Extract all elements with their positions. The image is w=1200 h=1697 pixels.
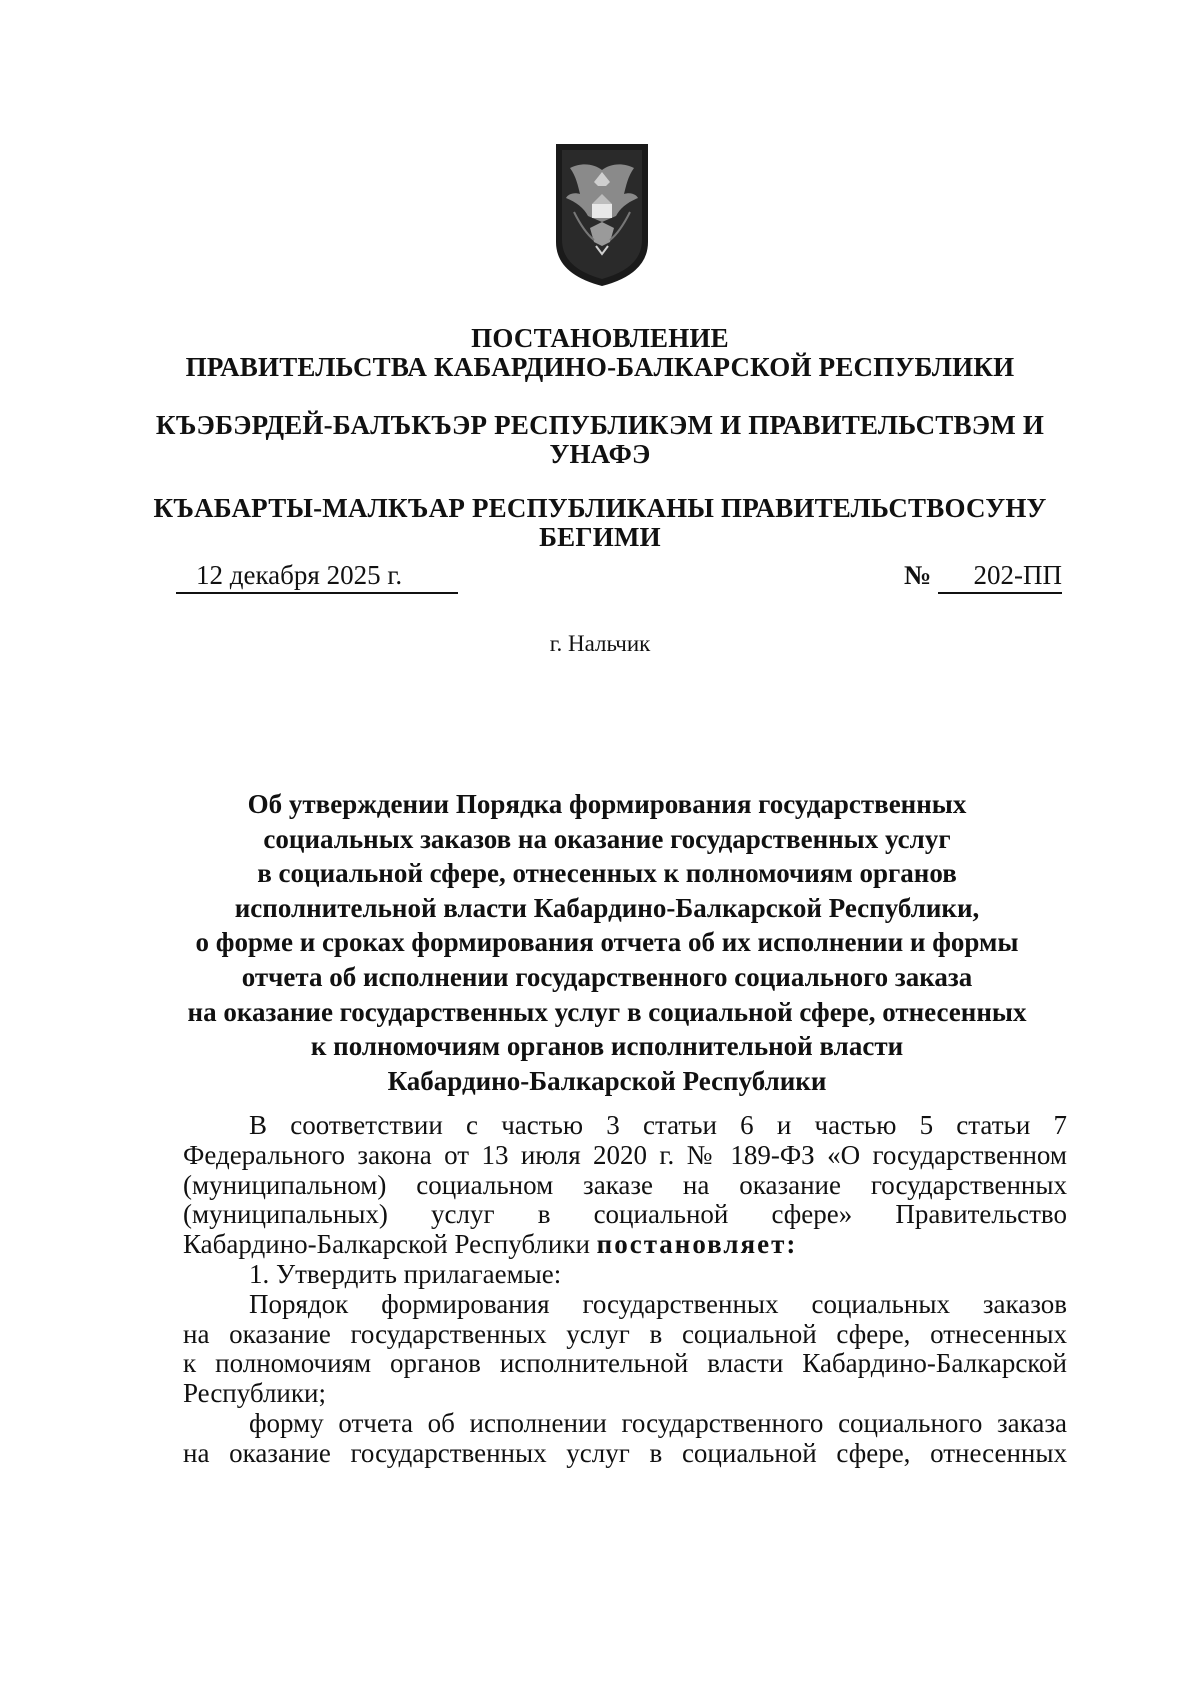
document-city: г. Нальчик <box>549 631 651 656</box>
coat-of-arms-icon <box>554 142 650 288</box>
title-line: Кабардино-Балкарской Республики <box>387 1065 827 1096</box>
body-line: на оказание государственных услуг в социальной сфере, отнесенных <box>183 1437 1067 1468</box>
document-header-kbd <box>150 411 1050 469</box>
body-line: (муниципальном) социальном заказе на оказание государственных <box>183 1169 1067 1200</box>
body-line <box>183 1230 1067 1260</box>
number-sign: № <box>904 560 932 590</box>
body-line: форму отчета об исполнении государственного социального заказа <box>249 1407 1067 1438</box>
body-line: Федерального закона от 13 июля 2020 г. № 189-ФЗ «О государственном <box>183 1139 1067 1170</box>
issuer-krc-line: БЕГИМИ <box>539 522 661 552</box>
decree-word: постановляет: <box>596 1229 798 1260</box>
document-body <box>183 1111 1067 1469</box>
title-line: на оказание государственных услуг в социальной сфере, отнесенных <box>187 996 1027 1027</box>
issuer-kbd-line: УНАФЭ <box>549 439 651 469</box>
coat-of-arms-emblem <box>554 142 650 288</box>
body-line: на оказание государственных услуг в социальной сфере, отнесенных <box>183 1318 1067 1349</box>
document-title <box>150 787 1064 1098</box>
document-type: ПОСТАНОВЛЕНИЕ <box>471 323 729 353</box>
title-line: Об утверждении Порядка формирования государственных <box>247 789 967 819</box>
issuer-krc-line: КЪАБАРТЫ-МАЛКЪАР РЕСПУБЛИКАНЫ ПРАВИТЕЛЬСТВОСУНУ <box>153 493 1047 523</box>
title-line: социальных заказов на оказание государственных услуг <box>263 823 951 854</box>
document-header-krc <box>150 494 1050 552</box>
title-line: в социальной сфере, отнесенных к полномочиям органов <box>257 858 957 889</box>
body-line: к полномочиям органов исполнительной власти Кабардино-Балкарской <box>183 1348 1067 1379</box>
title-line: исполнительной власти Кабардино-Балкарской Республики, <box>234 892 980 923</box>
body-line: (муниципальных) услуг в социальной сфере» Правительство <box>183 1199 1067 1230</box>
issuer-kbd-line: КЪЭБЭРДЕЙ-БАЛЪКЪЭР РЕСПУБЛИКЭМ И ПРАВИТЕЛЬСТВЭМ И <box>155 410 1045 440</box>
body-line: Порядок формирования государственных социальных заказов <box>249 1288 1067 1319</box>
body-text: Кабардино-Балкарской Республики <box>183 1229 590 1260</box>
title-line: о форме и сроках формирования отчета об их исполнении и формы <box>195 927 1019 958</box>
date-number-line <box>176 558 1064 598</box>
title-line: к полномочиям органов исполнительной власти <box>310 1031 904 1062</box>
title-line: отчета об исполнении государственного социального заказа <box>241 961 973 992</box>
document-number: 202-ПП <box>938 558 1062 594</box>
document-date: 12 декабря 2025 г. <box>176 558 458 594</box>
issuer-ru: ПРАВИТЕЛЬСТВА КАБАРДИНО-БАЛКАРСКОЙ РЕСПУБЛИКИ <box>185 352 1015 382</box>
body-line: Республики; <box>183 1378 326 1409</box>
body-line: 1. Утвердить прилагаемые: <box>249 1258 562 1289</box>
body-line: В соответствии с частью 3 статьи 6 и частью 5 статьи 7 <box>249 1110 1067 1140</box>
document-header-ru <box>150 324 1050 382</box>
